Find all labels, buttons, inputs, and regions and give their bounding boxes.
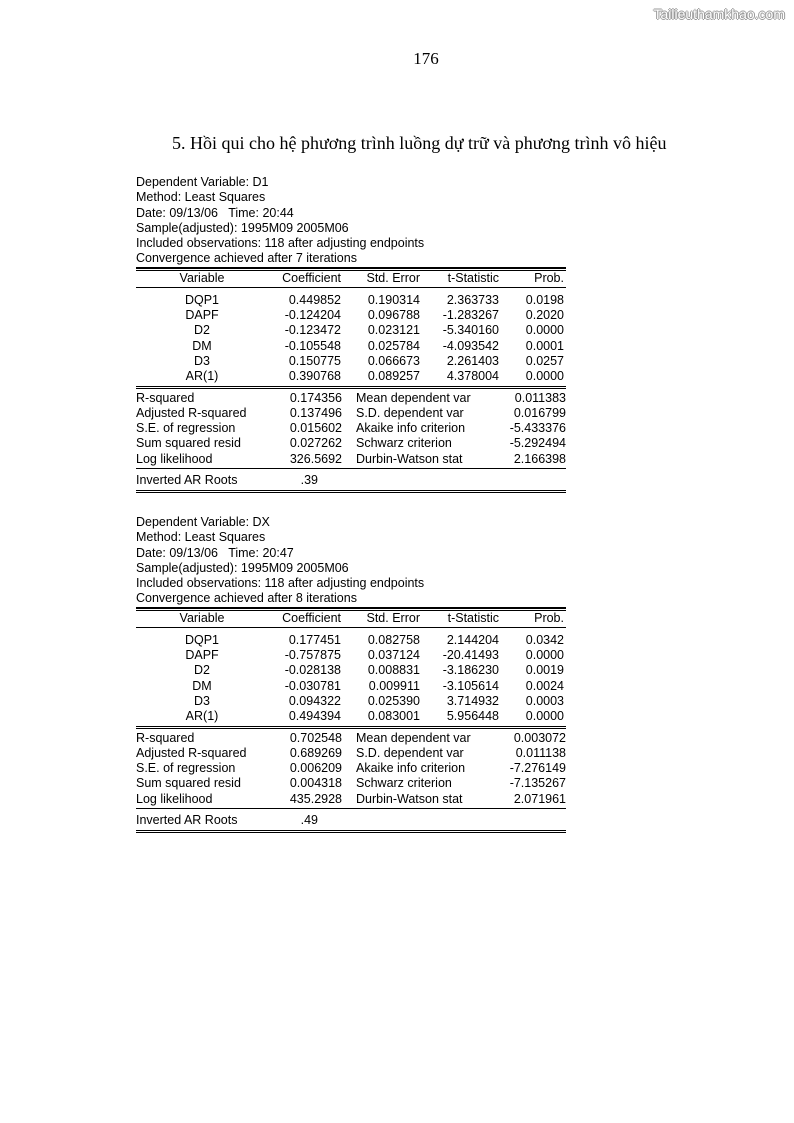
table-row: D3 0.150775 0.066673 2.261403 0.0257	[194, 353, 564, 368]
table-row: DM -0.105548 0.025784 -4.093542 0.0001	[192, 338, 564, 353]
coefficient-rows	[136, 628, 566, 729]
meta-line: Dependent Variable: D1	[136, 175, 269, 189]
meta-line: Method: Least Squares	[136, 190, 266, 205]
meta-line: Dependent Variable: DX	[136, 515, 270, 529]
column-header: Prob.	[534, 611, 564, 626]
column-header: Coefficient	[282, 611, 341, 626]
column-header: Coefficient	[282, 271, 341, 286]
inverted-ar-roots	[136, 469, 566, 493]
meta-line: Convergence achieved after 7 iterations	[136, 251, 566, 267]
column-header: t-Statistic	[447, 611, 499, 626]
stats-row: Adjusted R-squared 0.689269 S.D. dependent var 0.011138	[136, 745, 566, 760]
table-row: DQP1 0.449852 0.190314 2.363733 0.0198	[184, 292, 564, 307]
table-row: DAPF -0.124204 0.096788 -1.283267 0.2020	[185, 308, 564, 323]
column-header: Variable	[179, 271, 225, 286]
page-number: 176	[413, 49, 439, 68]
meta-line: Included observations: 118 after adjusting endpoints	[136, 236, 425, 251]
roots-row: Inverted AR Roots .49	[136, 813, 318, 828]
table-header-row	[136, 611, 566, 628]
coefficient-table	[136, 608, 566, 834]
column-header: Variable	[179, 611, 225, 626]
meta-line: Convergence achieved after 8 iterations	[136, 591, 566, 607]
meta-line: Sample(adjusted): 1995M09 2005M06	[136, 560, 349, 575]
inverted-ar-roots	[136, 809, 566, 833]
table-row: D2 -0.028138 0.008831 -3.186230 0.0019	[194, 663, 564, 678]
stats-row: Sum squared resid 0.027262 Schwarz criterion -5.292494	[136, 436, 566, 451]
stats-row: Sum squared resid 0.004318 Schwarz criterion -7.135267	[136, 776, 566, 791]
meta-line: Method: Least Squares	[136, 530, 266, 545]
coefficient-table	[136, 268, 566, 494]
statistics-rows	[136, 729, 566, 809]
table-header-row	[136, 271, 566, 288]
regression-output-d1	[136, 175, 566, 493]
meta-line: Date: 09/13/06 Time: 20:44	[136, 205, 294, 220]
column-header: Prob.	[534, 271, 564, 286]
stats-row: Log likelihood 326.5692 Durbin-Watson stat 2.166398	[136, 451, 566, 466]
table-row: AR(1) 0.390768 0.089257 4.378004 0.0000	[185, 369, 564, 384]
table-row: DQP1 0.177451 0.082758 2.144204 0.0342	[184, 632, 564, 647]
meta-line: Sample(adjusted): 1995M09 2005M06	[136, 220, 349, 235]
statistics-rows	[136, 389, 566, 469]
roots-row: Inverted AR Roots .39	[136, 473, 318, 488]
column-header: Std. Error	[366, 611, 420, 626]
meta-line: Date: 09/13/06 Time: 20:47	[136, 545, 294, 560]
regression-output-dx	[136, 515, 566, 833]
table-row: D2 -0.123472 0.023121 -5.340160 0.0000	[194, 323, 564, 338]
stats-row: R-squared 0.174356 Mean dependent var 0.011383	[136, 390, 566, 405]
table-row: AR(1) 0.494394 0.083001 5.956448 0.0000	[185, 709, 564, 724]
stats-row: Adjusted R-squared 0.137496 S.D. dependent var 0.016799	[136, 405, 566, 420]
regression-meta	[136, 515, 566, 608]
stats-row: S.E. of regression 0.006209 Akaike info criterion -7.276149	[136, 761, 566, 776]
table-row: DM -0.030781 0.009911 -3.105614 0.0024	[192, 678, 564, 693]
stats-row: S.E. of regression 0.015602 Akaike info criterion -5.433376	[136, 421, 566, 436]
coefficient-rows	[136, 288, 566, 389]
column-header: Std. Error	[366, 271, 420, 286]
stats-row: Log likelihood 435.2928 Durbin-Watson stat 2.071961	[136, 791, 566, 806]
section-heading: 5. Hồi qui cho hệ phương trình luồng dự trữ và phương trình vô hiệu	[172, 133, 667, 153]
meta-line: Included observations: 118 after adjusting endpoints	[136, 576, 425, 591]
watermark: Tailieuthamkhao.com	[653, 6, 785, 22]
regression-meta	[136, 175, 566, 268]
table-row: DAPF -0.757875 0.037124 -20.41493 0.0000	[185, 648, 564, 663]
column-header: t-Statistic	[447, 271, 499, 286]
table-row: D3 0.094322 0.025390 3.714932 0.0003	[194, 693, 564, 708]
stats-row: R-squared 0.702548 Mean dependent var 0.003072	[136, 730, 566, 745]
